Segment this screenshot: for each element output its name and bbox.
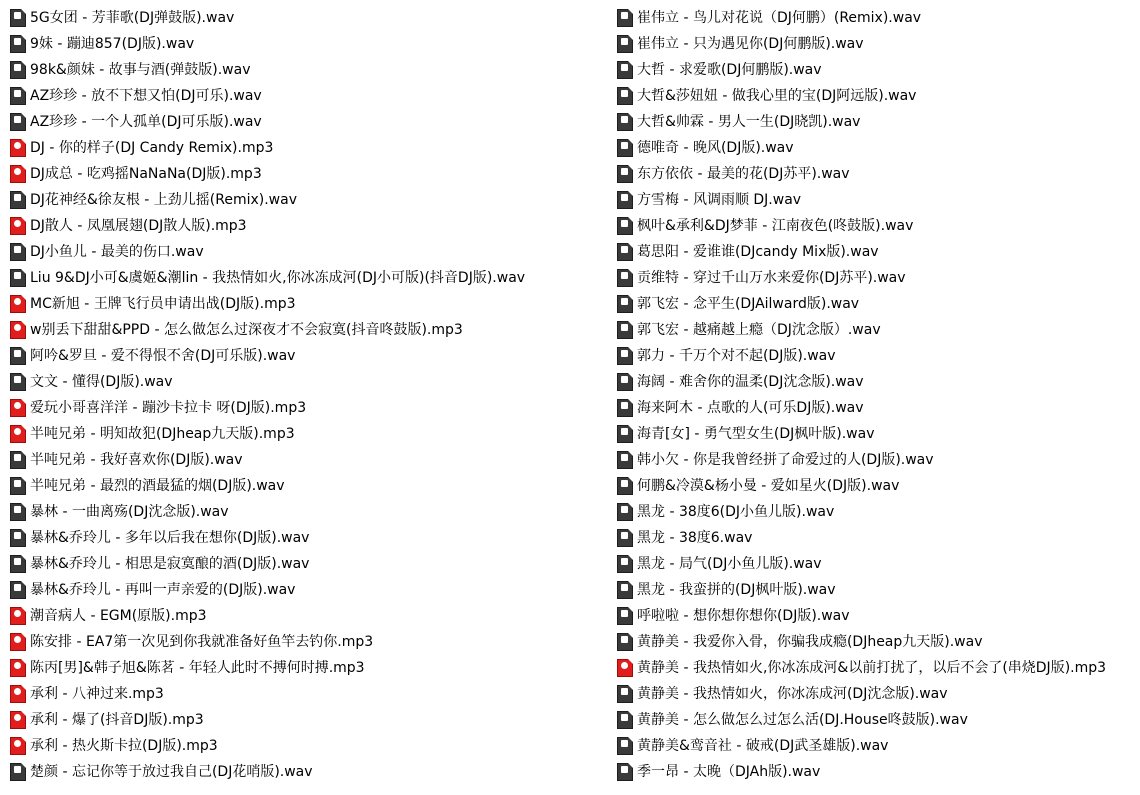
file-name: 大哲&莎妞妞 - 做我心里的宝(DJ阿远版).wav <box>637 88 917 104</box>
file-item[interactable] <box>617 369 1140 395</box>
file-item[interactable] <box>10 759 610 785</box>
file-item[interactable] <box>10 343 610 369</box>
wav-file-icon <box>617 581 633 599</box>
file-item[interactable] <box>10 109 610 135</box>
file-name: 承利 - 热火斯卡拉(DJ版).mp3 <box>30 738 218 754</box>
wav-file-icon <box>617 607 633 625</box>
file-name: 暴林 - 一曲离殇(DJ沈念版).wav <box>30 504 229 520</box>
mp3-file-icon <box>10 295 26 313</box>
file-item[interactable] <box>10 135 610 161</box>
file-item[interactable] <box>10 551 610 577</box>
file-item[interactable] <box>617 525 1140 551</box>
mp3-file-icon <box>10 633 26 651</box>
wav-file-icon <box>10 243 26 261</box>
wav-file-icon <box>10 451 26 469</box>
wav-file-icon <box>617 321 633 339</box>
file-name: 半吨兄弟 - 我好喜欢你(DJ版).wav <box>30 452 243 468</box>
wav-file-icon <box>10 35 26 53</box>
file-item[interactable] <box>10 317 610 343</box>
file-name: 半吨兄弟 - 最烈的酒最猛的烟(DJ版).wav <box>30 478 285 494</box>
file-item[interactable] <box>617 239 1140 265</box>
file-item[interactable] <box>617 421 1140 447</box>
wav-file-icon <box>10 113 26 131</box>
file-item[interactable] <box>617 317 1140 343</box>
wav-file-icon <box>10 191 26 209</box>
file-name: MC新旭 - 王牌飞行员申请出战(DJ版).mp3 <box>30 296 296 312</box>
file-name: 黑龙 - 38度6.wav <box>637 530 753 546</box>
file-item[interactable] <box>617 343 1140 369</box>
wav-file-icon <box>617 477 633 495</box>
file-name: 文文 - 懂得(DJ版).wav <box>30 374 173 390</box>
wav-file-icon <box>10 87 26 105</box>
mp3-file-icon <box>10 607 26 625</box>
wav-file-icon <box>617 217 633 235</box>
wav-file-icon <box>10 581 26 599</box>
wav-file-icon <box>617 35 633 53</box>
file-item[interactable] <box>617 291 1140 317</box>
wav-file-icon <box>10 503 26 521</box>
file-item[interactable] <box>10 5 610 31</box>
file-name: 暴林&乔玲儿 - 再叫一声亲爱的(DJ版).wav <box>30 582 296 598</box>
wav-file-icon <box>617 529 633 547</box>
mp3-file-icon <box>10 217 26 235</box>
file-name: 陈丙[男]&韩子旭&陈茗 - 年轻人此时不搏何时搏.mp3 <box>30 660 365 676</box>
file-item[interactable] <box>617 499 1140 525</box>
file-name: 半吨兄弟 - 明知故犯(DJheap九天版).mp3 <box>30 426 295 442</box>
file-item[interactable] <box>10 83 610 109</box>
file-item[interactable] <box>617 733 1140 759</box>
wav-file-icon <box>617 61 633 79</box>
file-item[interactable] <box>10 603 610 629</box>
file-name: 郭飞宏 - 越痛越上瘾（DJ沈念版）.wav <box>637 322 881 338</box>
file-name: 5G女团 - 芳菲歌(DJ弹鼓版).wav <box>30 10 235 26</box>
file-item[interactable] <box>617 473 1140 499</box>
mp3-file-icon <box>10 425 26 443</box>
file-item[interactable] <box>10 447 610 473</box>
file-item[interactable] <box>10 395 610 421</box>
file-name: 黄静美 - 我热情如火，你冰冻成河(DJ沈念版).wav <box>637 686 948 702</box>
file-name: 郭力 - 千万个对不起(DJ版).wav <box>637 348 836 364</box>
file-name: DJ小鱼儿 - 最美的伤口.wav <box>30 244 204 260</box>
file-name: 暴林&乔玲儿 - 多年以后我在想你(DJ版).wav <box>30 530 310 546</box>
mp3-file-icon <box>617 659 633 677</box>
file-name: 呼啦啦 - 想你想你想你(DJ版).wav <box>637 608 850 624</box>
file-name: 承利 - 八神过来.mp3 <box>30 686 164 702</box>
file-item[interactable] <box>617 759 1140 785</box>
file-item[interactable] <box>10 629 610 655</box>
wav-file-icon <box>617 633 633 651</box>
file-item[interactable] <box>10 499 610 525</box>
file-name: 海来阿木 - 点歌的人(可乐DJ版).wav <box>637 400 864 416</box>
wav-file-icon <box>617 711 633 729</box>
mp3-file-icon <box>10 165 26 183</box>
wav-file-icon <box>617 763 633 781</box>
file-name: 黄静美 - 怎么做怎么过怎么活(DJ.House咚鼓版).wav <box>637 712 968 728</box>
wav-file-icon <box>617 87 633 105</box>
file-name: 海阔 - 难舍你的温柔(DJ沈念版).wav <box>637 374 864 390</box>
file-item[interactable] <box>617 447 1140 473</box>
file-item[interactable] <box>617 707 1140 733</box>
mp3-file-icon <box>10 321 26 339</box>
wav-file-icon <box>10 763 26 781</box>
file-item[interactable] <box>10 57 610 83</box>
file-item[interactable] <box>10 473 610 499</box>
file-item[interactable] <box>617 551 1140 577</box>
file-name: DJ散人 - 凤凰展翅(DJ散人版).mp3 <box>30 218 247 234</box>
file-item[interactable] <box>10 239 610 265</box>
mp3-file-icon <box>10 685 26 703</box>
file-item[interactable] <box>617 31 1140 57</box>
file-name: 方雪梅 - 风调雨顺 DJ.wav <box>637 192 802 208</box>
file-item[interactable] <box>10 31 610 57</box>
file-name: 楚颜 - 忘记你等于放过我自己(DJ花哨版).wav <box>30 764 313 780</box>
file-name: 黑龙 - 38度6(DJ小鱼儿版).wav <box>637 504 835 520</box>
wav-file-icon <box>617 243 633 261</box>
file-item[interactable] <box>10 213 610 239</box>
wav-file-icon <box>10 555 26 573</box>
wav-file-icon <box>617 555 633 573</box>
wav-file-icon <box>10 269 26 287</box>
file-item[interactable] <box>617 213 1140 239</box>
file-item[interactable] <box>10 421 610 447</box>
file-name: 大哲&帅霖 - 男人一生(DJ晓凯).wav <box>637 114 861 130</box>
file-item[interactable] <box>617 265 1140 291</box>
mp3-file-icon <box>10 399 26 417</box>
file-item[interactable] <box>617 681 1140 707</box>
wav-file-icon <box>617 373 633 391</box>
file-name: 黄静美 - 我热情如火,你冰冻成河&以前打扰了，以后不会了(串烧DJ版).mp3 <box>637 660 1107 676</box>
wav-file-icon <box>617 113 633 131</box>
file-item[interactable] <box>617 5 1140 31</box>
file-name: 黑龙 - 局气(DJ小鱼儿版).wav <box>637 556 822 572</box>
wav-file-icon <box>10 61 26 79</box>
file-item[interactable] <box>617 187 1140 213</box>
file-item[interactable] <box>10 525 610 551</box>
wav-file-icon <box>10 373 26 391</box>
file-name: 黄静美 - 我爱你入骨，你骗我成瘾(DJheap九天版).wav <box>637 634 983 650</box>
file-item[interactable] <box>617 577 1140 603</box>
file-name: Liu 9&DJ小可&虞姬&潮lin - 我热情如火,你冰冻成河(DJ小可版)(抖音DJ版).wav <box>30 270 526 286</box>
file-item[interactable] <box>10 265 610 291</box>
file-name: 黑龙 - 我蛮拼的(DJ枫叶版).wav <box>637 582 836 598</box>
wav-file-icon <box>617 737 633 755</box>
wav-file-icon <box>617 503 633 521</box>
file-item[interactable] <box>617 135 1140 161</box>
file-name: 阿吟&罗旦 - 爱不得恨不舍(DJ可乐版).wav <box>30 348 296 364</box>
file-name: w别丢下甜甜&PPD - 怎么做怎么过深夜才不会寂寞(抖音咚鼓版).mp3 <box>30 322 463 338</box>
wav-file-icon <box>617 165 633 183</box>
file-name: DJ - 你的样子(DJ Candy Remix).mp3 <box>30 140 274 156</box>
file-item[interactable] <box>617 395 1140 421</box>
mp3-file-icon <box>10 659 26 677</box>
file-item[interactable] <box>10 577 610 603</box>
file-item[interactable] <box>617 83 1140 109</box>
file-name: 枫叶&承利&DJ梦菲 - 江南夜色(咚鼓版).wav <box>637 218 914 234</box>
file-name: 郭飞宏 - 念平生(DJAilward版).wav <box>637 296 860 312</box>
wav-file-icon <box>617 191 633 209</box>
file-item[interactable] <box>10 291 610 317</box>
file-name: 东方依依 - 最美的花(DJ苏平).wav <box>637 166 850 182</box>
file-item[interactable] <box>10 707 610 733</box>
file-name: 黄静美&鸾音社 - 破戒(DJ武圣雄版).wav <box>637 738 889 754</box>
file-name: 9妹 - 蹦迪857(DJ版).wav <box>30 36 195 52</box>
wav-file-icon <box>617 451 633 469</box>
file-name: DJ成总 - 吃鸡摇NaNaNa(DJ版).mp3 <box>30 166 262 182</box>
wav-file-icon <box>617 269 633 287</box>
wav-file-icon <box>10 529 26 547</box>
file-name: 海青[女] - 勇气型女生(DJ枫叶版).wav <box>637 426 875 442</box>
wav-file-icon <box>10 347 26 365</box>
file-item[interactable] <box>10 681 610 707</box>
wav-file-icon <box>617 399 633 417</box>
file-item[interactable] <box>617 655 1140 681</box>
wav-file-icon <box>617 685 633 703</box>
file-list-right-column <box>617 5 1140 785</box>
file-item[interactable] <box>617 161 1140 187</box>
file-name: 何鹏&冷漠&杨小曼 - 爱如星火(DJ版).wav <box>637 478 900 494</box>
file-item[interactable] <box>10 161 610 187</box>
mp3-file-icon <box>10 711 26 729</box>
file-item[interactable] <box>617 629 1140 655</box>
file-item[interactable] <box>10 733 610 759</box>
file-name: AZ珍珍 - 一个人孤单(DJ可乐版).wav <box>30 114 262 130</box>
file-name: AZ珍珍 - 放不下想又怕(DJ可乐).wav <box>30 88 262 104</box>
mp3-file-icon <box>10 737 26 755</box>
wav-file-icon <box>617 347 633 365</box>
file-name: 葛思阳 - 爱谁谁(DJcandy Mix版).wav <box>637 244 879 260</box>
file-item[interactable] <box>617 57 1140 83</box>
file-name: 陈安排 - EA7第一次见到你我就准备好鱼竿去钓你.mp3 <box>30 634 374 650</box>
file-name: 贡维特 - 穿过千山万水来爱你(DJ苏平).wav <box>637 270 906 286</box>
file-item[interactable] <box>10 655 610 681</box>
file-name: 韩小欠 - 你是我曾经拼了命爱过的人(DJ版).wav <box>637 452 934 468</box>
file-list-left-column <box>10 5 610 785</box>
file-item[interactable] <box>10 187 610 213</box>
file-name: DJ花神经&徐友根 - 上劲儿摇(Remix).wav <box>30 192 297 208</box>
file-item[interactable] <box>617 109 1140 135</box>
file-name: 崔伟立 - 鸟儿对花说（DJ何鹏）(Remix).wav <box>637 10 922 26</box>
wav-file-icon <box>617 139 633 157</box>
file-name: 大哲 - 求爱歌(DJ何鹏版).wav <box>637 62 822 78</box>
file-item[interactable] <box>10 369 610 395</box>
file-name: 承利 - 爆了(抖音DJ版).mp3 <box>30 712 204 728</box>
wav-file-icon <box>10 9 26 27</box>
file-name: 德唯奇 - 晚风(DJ版).wav <box>637 140 794 156</box>
wav-file-icon <box>617 9 633 27</box>
mp3-file-icon <box>10 139 26 157</box>
file-name: 爱玩小哥喜洋洋 - 蹦沙卡拉卡 呀(DJ版).mp3 <box>30 400 307 416</box>
file-name: 98k&颜妹 - 故事与酒(弹鼓版).wav <box>30 62 251 78</box>
file-name: 潮音病人 - EGM(原版).mp3 <box>30 608 207 624</box>
wav-file-icon <box>617 425 633 443</box>
wav-file-icon <box>10 477 26 495</box>
file-item[interactable] <box>617 603 1140 629</box>
file-name: 暴林&乔玲儿 - 相思是寂寞酿的酒(DJ版).wav <box>30 556 310 572</box>
file-name: 崔伟立 - 只为遇见你(DJ何鹏版).wav <box>637 36 864 52</box>
file-name: 季一昂 - 太晚（DJAh版).wav <box>637 764 821 780</box>
wav-file-icon <box>617 295 633 313</box>
